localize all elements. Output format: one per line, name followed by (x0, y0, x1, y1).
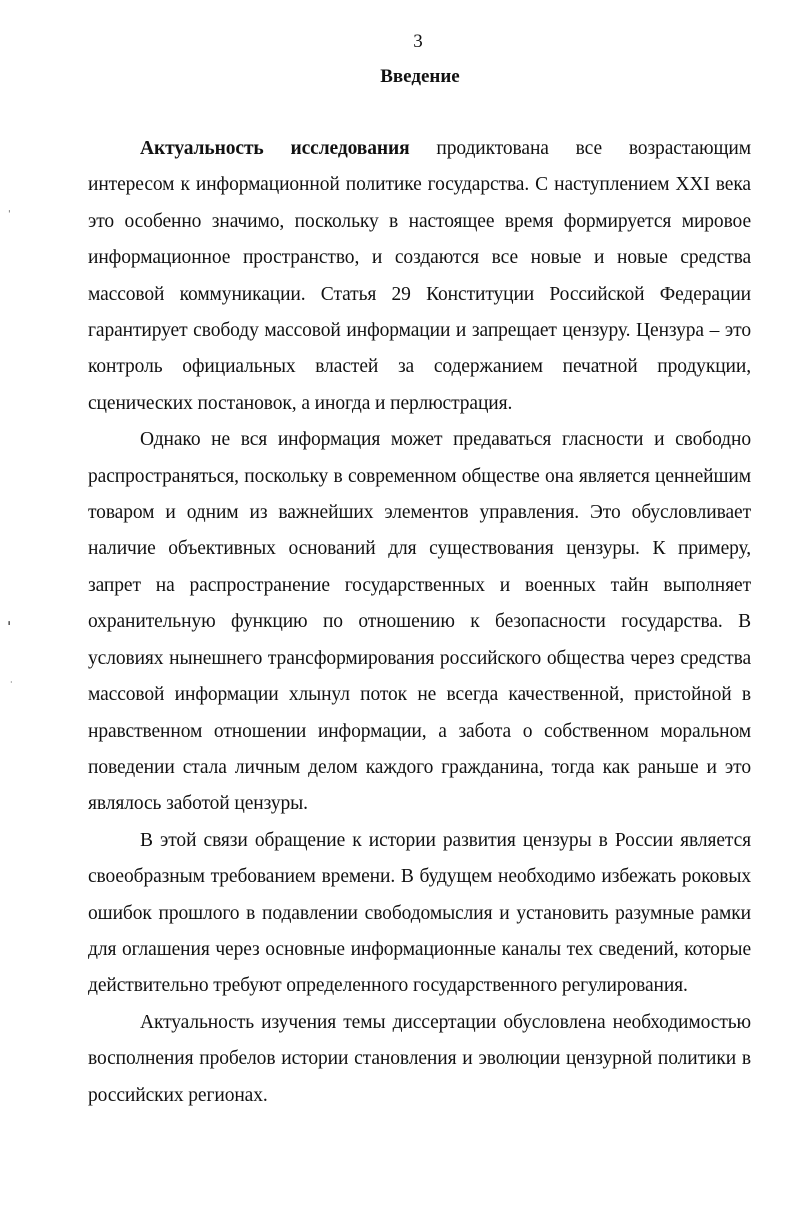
body-text (88, 131, 751, 1114)
scan-speck-mark: · (10, 678, 13, 687)
paragraph-lead-bold: Актуальность исследования (140, 138, 410, 159)
paragraph-topic-relevance: Актуальность изучения темы диссертации обусловлена необходимостью восполнения пробелов истории становления и эволюции цензурной политики в российских регионах. (88, 1011, 751, 1106)
paragraph-relevance (88, 131, 751, 422)
paragraph-text: продиктована все возрастающим интересом к информационной политике государства. С наступлением XXI века это особенно значимо, поскольку в настоящее время формируется мировое информационное пространство, и создаются все новые и новые средства массовой коммуникации. Статья 29 Конституции Российской Федерации гарантирует свободу массовой информации и запрещает цензуру. Цензура – это контроль официальных властей за содержанием печатной продукции, сценических постановок, а иногда и перлюстрация. (88, 138, 751, 414)
scan-speck-mark: ˈ (8, 210, 11, 220)
page-number: 3 (413, 31, 423, 52)
paragraph-history-context: В этой связи обращение к истории развития цензуры в России является своеобразным требованием времени. В будущем необходимо избежать роковых ошибок прошлого в подавлении свободомыслия и установить разумные рамки для оглашения через основные информационные каналы тех сведений, которые действительно требуют определенного государственного регулирования. (88, 829, 751, 997)
scan-speck-mark: ˈ (7, 620, 12, 636)
section-heading: Введение (380, 66, 460, 87)
paragraph-censorship-basis: Однако не вся информация может предаваться гласности и свободно распространяться, поскольку в современном обществе она является ценнейшим товаром и одним из важнейших элементов управления. Это обусловливает наличие объективных оснований для существования цензуры. К примеру, запрет на распространение государственных и военных тайн выполняет охранительную функцию по отношению к безопасности государства. В условиях нынешнего трансформирования российского общества через средства массовой информации хлынул поток не всегда качественной, пристойной в нравственном отношении информации, а забота о собственном моральном поведении стала личным делом каждого гражданина, тогда как раньше и это являлось заботой цензуры. (88, 429, 751, 815)
